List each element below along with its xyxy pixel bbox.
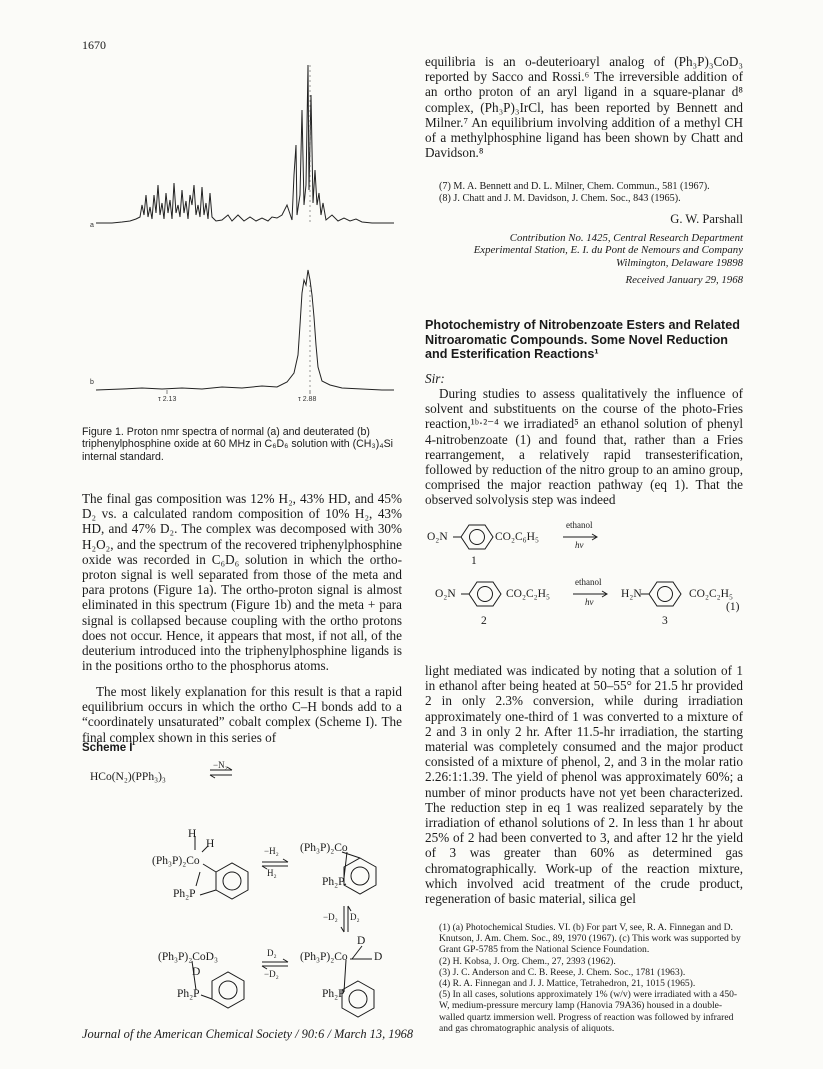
scheme-ph2p-bottom-left: Ph₂P bbox=[177, 988, 200, 1000]
author-name: G. W. Parshall bbox=[670, 212, 743, 226]
right-paragraph-top: equilibria is an o-deuterioaryl analog of (Ph₃P)₃CoD₃ reported by Sacco and Rossi.⁶ The irreversible addition of an ortho proton of an aryl ligand in a square-planar d⁸ complex, (Ph₃P)₃IrCl, has been reported by Bennett and Milner.⁷ An equilibrium involving addition of a methyl CH of a methylphosphine ligand has been shown by Chatt and Davidson.⁸ bbox=[425, 54, 743, 161]
scheme-plus-d2: D₂ bbox=[350, 912, 360, 922]
scheme-arrow-minus-d2: −D₂ bbox=[264, 969, 279, 979]
reference-7: (7) M. A. Bennett and D. L. Milner, Chem. Commun., 581 (1967). bbox=[439, 181, 710, 192]
eq-ethanol-2: ethanol bbox=[575, 577, 602, 587]
scheme-d-top: D bbox=[357, 935, 366, 947]
salutation: Sir: bbox=[425, 371, 445, 386]
scheme-ph2p-left: Ph₂P bbox=[173, 888, 196, 900]
scheme-label: Scheme I bbox=[82, 742, 133, 754]
scheme-cod3: (Ph₃P)₂CoD₃ bbox=[158, 951, 218, 963]
eq-ethanol-1: ethanol bbox=[566, 520, 593, 530]
equation-one bbox=[425, 513, 745, 643]
scheme-drawing bbox=[82, 760, 412, 1020]
main-paragraph: light mediated was indicated by noting that a solution of 1 in ethanol after being heated at 50–55° for 21.5 hr provided 2 in only 2.3% conversion, while during irradiation approximately one-third of 1 was converted to a mixture of 2 and 3 in only 2 hr. After 11.5-hr irradiation, the starting material was completely consumed and the major product consisted of a mixture of phenol, 2, and 3 in the molar ratio 2.26:1:1.39. The yield of phenol was approximately 60%; a number of minor products have not yet been characterized. The reduction step in eq 1 was realized separately by the irradiation of ethanol solutions of 2. In less than 1 hr about 25% of 2 had been converted to 3, and after 12 hr the yield of 3 was greater than 60% as determined gas chromatographically. Work-up of the reaction mixture, which involved acid treatment of the crude product, regeneration of basic material, silica gel bbox=[425, 663, 743, 907]
scheme-co-right: (Ph₃P)₂Co bbox=[300, 842, 348, 854]
eq-co2c6h5: CO₂C₆H₅ bbox=[495, 531, 539, 543]
scheme-plus-h2: H₂ bbox=[267, 868, 277, 878]
affiliation-block bbox=[425, 232, 743, 269]
footnote-2: (2) H. Kobsa, J. Org. Chem., 27, 2393 (1962). bbox=[439, 955, 616, 967]
nmr-spectra-graphic bbox=[82, 55, 407, 405]
eq-label-2: 2 bbox=[481, 615, 487, 627]
eq-o2n-1: O₂N bbox=[427, 531, 448, 543]
scheme-d-right: D bbox=[374, 951, 383, 963]
eq-co2c2h5-1: CO₂C₂H₅ bbox=[506, 588, 550, 600]
eq-hv-1: hν bbox=[575, 540, 584, 550]
nmr-figure bbox=[82, 55, 407, 405]
tick-label-left: τ 2.13 bbox=[158, 396, 177, 403]
journal-footer: Journal of the American Chemical Society / 90:6 / March 13, 1968 bbox=[82, 1027, 414, 1041]
eq-label-1: 1 bbox=[471, 555, 477, 567]
trace-a-label: a bbox=[90, 222, 94, 229]
scheme-minus-d2: −D₂ bbox=[323, 912, 338, 922]
references-top bbox=[425, 181, 743, 205]
eq-h2n: H₂N bbox=[621, 588, 642, 600]
eq-co2c2h5-2: CO₂C₂H₅ bbox=[689, 588, 733, 600]
eq-label-3: 3 bbox=[662, 615, 668, 627]
scheme-ph2p-right: Ph₂P bbox=[322, 876, 345, 888]
affiliation-line-1: Contribution No. 1425, Central Research Department bbox=[509, 232, 743, 244]
eq-hv-2: hν bbox=[585, 597, 594, 607]
left-paragraph-2: The most likely explanation for this result is that a rapid equilibrium occurs in which the ortho C–H bonds add to a “coordinately unsaturated” cobalt complex (Scheme I). The final complex shown in this series of bbox=[82, 684, 402, 745]
scheme-h-top: H bbox=[188, 828, 197, 840]
tick-label-right: τ 2.88 bbox=[298, 396, 317, 403]
affiliation-line-2: Experimental Station, E. I. du Pont de Nemours and Company bbox=[473, 244, 743, 257]
scheme-start-compound: HCo(N₂)(PPh₃)₃ bbox=[90, 771, 166, 783]
affiliation-line-3: Wilmington, Delaware 19898 bbox=[615, 256, 743, 269]
scheme-d-mid: D bbox=[192, 966, 201, 978]
scheme-co-left: (Ph₃P)₂Co bbox=[152, 855, 200, 867]
figure-caption: Figure 1. Proton nmr spectra of normal (a) and deuterated (b) triphenylphosphine oxide at 60 MHz in C₆D₆ solution with (CH₃)₄Si internal standard. bbox=[82, 426, 393, 463]
page-number: 1670 bbox=[82, 38, 106, 52]
intro-paragraph: During studies to assess qualitatively the influence of solvent and substituents on the course of the photo-Fries reaction,¹ᵇ·²⁻⁴ we irradiated⁵ an ethanol solution of phenyl 4-nitrobenzoate (1) and found that, rather than a Fries rearrangement, a relatively rapid transesterification, followed by reduction of the nitro group to an amino group, comprised the major reaction pathway (eq 1). That the observed solvolysis step was indeed bbox=[425, 386, 743, 508]
scheme-h-right: H bbox=[206, 838, 215, 850]
eq-number: (1) bbox=[726, 601, 740, 613]
footnote-3: (3) J. C. Anderson and C. B. Reese, J. Chem. Soc., 1781 (1963). bbox=[439, 966, 686, 978]
scheme-co-d: (Ph₃P)₂Co bbox=[300, 951, 348, 963]
footnote-5: (5) In all cases, solutions approximately 1% (w/v) were irradiated with a 450-W, medium-pressure mercury lamp (Hanovia 79A36) housed in a double-walled quartz immersion well. Progress of reaction was followed by infrared and gas chromatographic analysis of aliquots. bbox=[439, 989, 738, 1034]
footnote-1: (1) (a) Photochemical Studies. VI. (b) For part V, see, R. A. Finnegan and D. Knutson, J. Am. Chem. Soc., 89, 1970 (1967). (c) This work was supported by Grant GP-5785 from the National Science Foundation. bbox=[439, 922, 741, 956]
footnotes bbox=[425, 922, 743, 1034]
scheme-ph2p-bottom-right: Ph₂P bbox=[322, 988, 345, 1000]
scheme-one bbox=[82, 760, 412, 1020]
scheme-arrow-d2: D₂ bbox=[267, 948, 277, 958]
article-title: Photochemistry of Nitrobenzoate Esters and Related Nitroaromatic Compounds. Some Novel Reduction and Esterification Reactions¹ bbox=[425, 318, 740, 361]
scheme-minus-h2: −H₂ bbox=[264, 846, 279, 856]
left-paragraph-1: The final gas composition was 12% H₂, 43% HD, and 45% D₂ vs. a calculated random composition of 10% H₂, 43% HD, and 47% D₂. The complex was decomposed with 30% H₂O₂, and the spectrum of the recovered triphenylphosphine oxide was recorded in C₆D₆ solution in which the ortho-proton signal is well separated from those of the meta and para protons (Figure 1a). The ortho-proton signal is almost eliminated in this spectrum (Figure 1b) and the meta + para signal is collapsed because coupling with the ortho protons does not occur. Hence, it appears that most, if not all, of the deuterium introduced into the triphenylphosphine ligands is in the positions ortho to the phosphorus atoms. bbox=[82, 491, 402, 674]
reference-8: (8) J. Chatt and J. M. Davidson, J. Chem. Soc., 843 (1965). bbox=[439, 192, 681, 204]
equation-drawing bbox=[425, 513, 745, 643]
nmr-trace-b bbox=[96, 270, 394, 390]
eq-o2n-2: O₂N bbox=[435, 588, 456, 600]
footnote-4: (4) R. A. Finnegan and J. J. Mattice, Tetrahedron, 21, 1015 (1965). bbox=[439, 978, 696, 990]
scheme-minus-n2: −N₂ bbox=[213, 760, 228, 770]
received-date: Received January 29, 1968 bbox=[625, 274, 743, 286]
nmr-trace-a bbox=[96, 65, 394, 223]
trace-b-label: b bbox=[90, 379, 94, 386]
